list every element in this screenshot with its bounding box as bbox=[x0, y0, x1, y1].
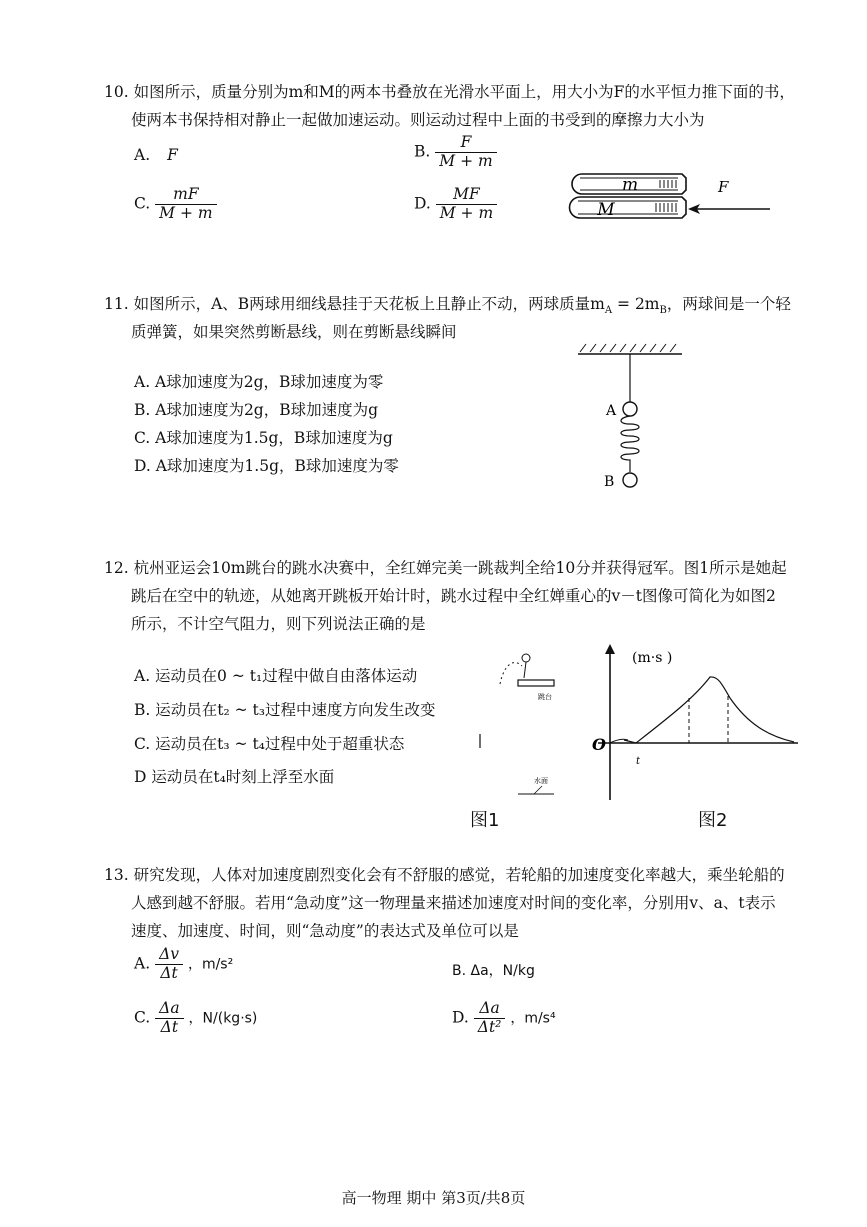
water-pointer bbox=[534, 786, 542, 794]
q10-option-d bbox=[414, 186, 497, 223]
q13-option-c bbox=[134, 1000, 257, 1037]
denominator: Δt² bbox=[477, 1017, 502, 1036]
diver-head-icon bbox=[522, 654, 530, 662]
q12-figure-2-vt-chart bbox=[588, 640, 803, 805]
platform-label: 跳台 bbox=[538, 693, 552, 701]
fraction bbox=[155, 946, 183, 983]
q10-line1: 10. 如图所示，质量分别为m和M的两本书叠放在光滑水平面上，用大小为F的水平恒力推下面的书， bbox=[104, 83, 795, 101]
denominator: M + m bbox=[439, 203, 494, 222]
q11-option-c: C. A球加速度为1.5g，B球加速度为g bbox=[134, 429, 393, 447]
option-label: D. bbox=[452, 1008, 469, 1027]
force-label: F bbox=[718, 178, 729, 196]
water-label: 水面 bbox=[534, 777, 548, 785]
bottom-book-label: M bbox=[597, 200, 615, 220]
ball-b-icon bbox=[623, 473, 637, 487]
q12-option-a: A. 运动员在0 ~ t₁过程中做自由落体运动 bbox=[134, 667, 418, 685]
option-unit: ，m/s⁴ bbox=[510, 1010, 556, 1027]
denominator: Δt bbox=[160, 1017, 179, 1036]
option-unit: ，N/(kg·s) bbox=[188, 1010, 258, 1027]
fig2-caption: 图2 bbox=[698, 810, 728, 831]
fraction bbox=[474, 1000, 506, 1037]
ball-a-label: A bbox=[606, 403, 617, 419]
numerator: Δv bbox=[155, 946, 183, 965]
numerator: F bbox=[435, 134, 496, 153]
ball-b-label: B bbox=[604, 474, 615, 490]
ceiling-icon bbox=[578, 344, 682, 354]
bottom-book-icon bbox=[570, 197, 686, 218]
option-label: D. bbox=[414, 194, 431, 213]
fraction bbox=[436, 186, 497, 223]
q12-figure-1 bbox=[470, 644, 580, 814]
numerator: MF bbox=[436, 186, 497, 205]
q11-sub-a: A bbox=[604, 305, 613, 317]
q11-option-b: B. A球加速度为2g，B球加速度为g bbox=[134, 401, 379, 419]
q11-line1 bbox=[104, 292, 791, 316]
page-footer: 高一物理 期中 第3页/共8页 bbox=[341, 1189, 526, 1207]
q13-line3: 速度、加速度、时间，则“急动度”的表达式及单位可以是 bbox=[131, 922, 519, 940]
q13-option-d bbox=[452, 1000, 556, 1037]
numerator: mF bbox=[155, 186, 216, 205]
q10-option-a bbox=[134, 146, 178, 164]
q10-option-c bbox=[134, 186, 217, 223]
q11-line1-mid: = 2m bbox=[612, 295, 660, 313]
fraction bbox=[435, 134, 496, 171]
option-label: B. bbox=[414, 142, 431, 161]
q10-option-b bbox=[414, 134, 497, 171]
q10-books-figure bbox=[560, 164, 780, 234]
option-unit: ，m/s² bbox=[187, 956, 234, 973]
origin-label: O bbox=[592, 735, 606, 754]
q11-line1-end: ，两球间是一个轻 bbox=[666, 295, 791, 313]
numerator: Δa bbox=[474, 1000, 506, 1019]
force-arrow-icon bbox=[688, 204, 770, 214]
option-label: C. bbox=[134, 194, 151, 213]
option-value: F bbox=[167, 146, 178, 164]
trajectory-icon bbox=[500, 663, 522, 684]
denominator: M + m bbox=[439, 151, 493, 170]
q12-line1: 12. 杭州亚运会10m跳台的跳水决赛中，全红婵完美一跳裁判全给10分并获得冠军。图1所示是她起 bbox=[104, 559, 787, 577]
platform-icon bbox=[518, 680, 554, 686]
v-axis-arrow-icon bbox=[605, 644, 615, 654]
q11-spring-figure bbox=[570, 340, 690, 500]
q12-option-b: B. 运动员在t₂ ~ t₃过程中速度方向发生改变 bbox=[134, 701, 436, 719]
numerator: Δa bbox=[155, 1000, 183, 1019]
time-tick-label: t bbox=[636, 756, 641, 767]
q12-line2: 跳后在空中的轨迹，从她离开跳板开始计时，跳水过程中全红婵重心的v－t图像可简化为如图2 bbox=[131, 587, 776, 605]
q11-sub-b: B bbox=[659, 305, 667, 317]
q12-line3: 所示，不计空气阻力，则下列说法正确的是 bbox=[131, 615, 426, 633]
q13-line2: 人感到越不舒服。若用“急动度”这一物理量来描述加速度对时间的变化率，分别用v、a、t表示 bbox=[131, 894, 776, 912]
option-label: C. bbox=[134, 1008, 151, 1027]
q13-line1: 13. 研究发现，人体对加速度剧烈变化会有不舒服的感觉，若轮船的加速度变化率越大，乘坐轮船的 bbox=[104, 866, 785, 884]
q11-line1-text: 11. 如图所示，A、B两球用细线悬挂于天花板上且静止不动，两球质量m bbox=[104, 295, 605, 313]
q12-option-d: D 运动员在t₄时刻上浮至水面 bbox=[134, 768, 335, 786]
q13-option-b: B. Δa，N/kg bbox=[452, 963, 535, 979]
spring-icon bbox=[621, 416, 639, 472]
fig1-caption: 图1 bbox=[470, 810, 500, 831]
q12-option-c: C. 运动员在t₃ ~ t₄过程中处于超重状态 bbox=[134, 735, 405, 753]
option-label: A. bbox=[134, 146, 151, 164]
fraction bbox=[155, 186, 216, 223]
v-axis-unit: (m·s ) bbox=[632, 650, 673, 666]
q11-option-a: A. A球加速度为2g，B球加速度为零 bbox=[134, 373, 384, 391]
denominator: Δt bbox=[160, 963, 178, 982]
q13-option-a bbox=[134, 946, 233, 983]
ball-a-icon bbox=[623, 402, 637, 416]
diver-body-icon bbox=[524, 662, 526, 678]
velocity-curve bbox=[624, 677, 794, 743]
q11-option-d: D. A球加速度为1.5g，B球加速度为零 bbox=[134, 457, 399, 475]
top-book-label: m bbox=[621, 175, 639, 195]
denominator: M + m bbox=[159, 203, 213, 222]
option-label: A. bbox=[134, 954, 151, 973]
q10-line2: 使两本书保持相对静止一起做加速运动。则运动过程中上面的书受到的摩擦力大小为 bbox=[131, 111, 705, 129]
fraction bbox=[155, 1000, 183, 1037]
q11-line2: 质弹簧，如果突然剪断悬线，则在剪断悬线瞬间 bbox=[131, 323, 457, 341]
